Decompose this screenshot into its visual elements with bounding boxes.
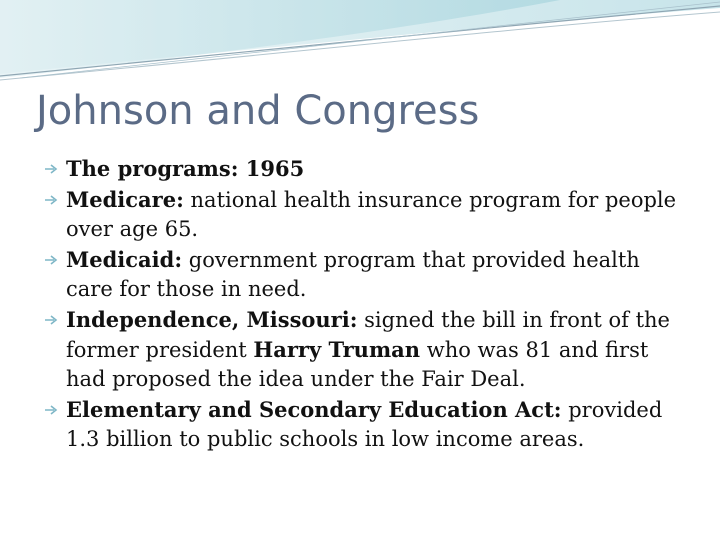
bullet-item: [44, 245, 684, 304]
bullet-text: who was 81 and first had proposed the idea under the Fair Deal.: [66, 338, 649, 391]
header-swoosh-decoration: [0, 0, 720, 100]
bullet-term: Elementary and Secondary Education Act:: [66, 397, 562, 422]
bullet-text: provided 1.3 billion to public schools in low income areas.: [66, 398, 663, 451]
bullet-term: Medicaid:: [66, 247, 183, 272]
bullet-text: national health insurance program for people over age 65.: [66, 188, 677, 241]
bullet-term: The programs: 1965: [66, 156, 305, 181]
bullet-item: [44, 395, 684, 454]
bullet-text: government program that provided health care for those in need.: [66, 248, 640, 301]
slide-title: Johnson and Congress: [36, 88, 480, 134]
bullet-item: [44, 185, 684, 244]
arrow-bullet-icon: [44, 163, 58, 175]
bullet-term: Independence, Missouri:: [66, 307, 358, 332]
arrow-bullet-icon: [44, 314, 58, 326]
bullet-term: Medicare:: [66, 187, 184, 212]
arrow-bullet-icon: [44, 194, 58, 206]
bullet-text: signed the bill in front of the former president: [66, 308, 670, 362]
arrow-bullet-icon: [44, 404, 58, 416]
bullet-list: [44, 154, 684, 455]
highlighted-name: Harry Truman: [253, 337, 421, 362]
bullet-item: [44, 305, 684, 394]
arrow-bullet-icon: [44, 254, 58, 266]
bullet-item: [44, 154, 684, 184]
